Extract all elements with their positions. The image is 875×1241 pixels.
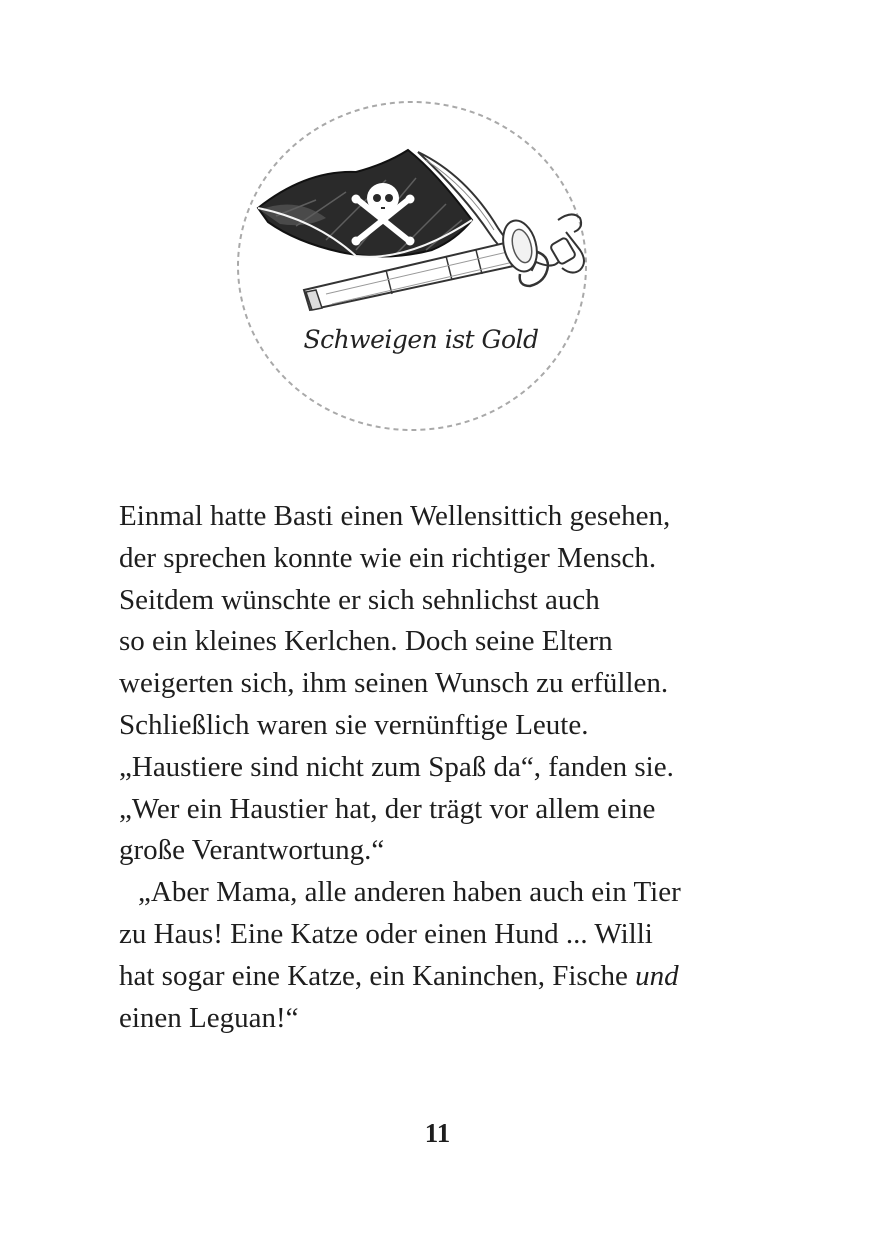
text-line: „Aber Mama, alle anderen haben auch ein Tier <box>138 876 681 909</box>
page-number: 11 <box>424 1118 451 1148</box>
chapter-motto: Schweigen ist Gold <box>303 325 539 354</box>
text-segment: hat sogar eine Katze, ein Kaninchen, Fische <box>119 959 636 992</box>
text-line: weigerten sich, ihm seinen Wunsch zu erfüllen. <box>119 667 669 700</box>
text-line: Seitdem wünschte er sich sehnlichst auch <box>119 583 600 616</box>
text-line: Schließlich waren sie vernünftige Leute. <box>119 708 589 741</box>
paragraph-1 <box>119 496 759 872</box>
emphasized-word: und <box>635 959 679 992</box>
chapter-illustration <box>236 100 588 432</box>
text-line-with-emphasis <box>119 956 759 998</box>
text-line: große Verantwortung.“ <box>119 834 385 867</box>
text-line: einen Leguan!“ <box>119 1001 299 1034</box>
paragraph-2 <box>119 872 759 1039</box>
text-line: so ein kleines Kerlchen. Doch seine Eltern <box>119 625 613 658</box>
text-line: der sprechen konnte wie ein richtiger Mensch. <box>119 541 657 574</box>
text-line: „Haustiere sind nicht zum Spaß da“, fanden sie. <box>119 750 674 783</box>
story-text <box>119 496 759 1039</box>
text-line: Einmal hatte Basti einen Wellensittich gesehen, <box>119 500 671 532</box>
text-line: „Wer ein Haustier hat, der trägt vor allem eine <box>119 792 656 825</box>
text-line: zu Haus! Eine Katze oder einen Hund ... Willi <box>119 917 653 950</box>
